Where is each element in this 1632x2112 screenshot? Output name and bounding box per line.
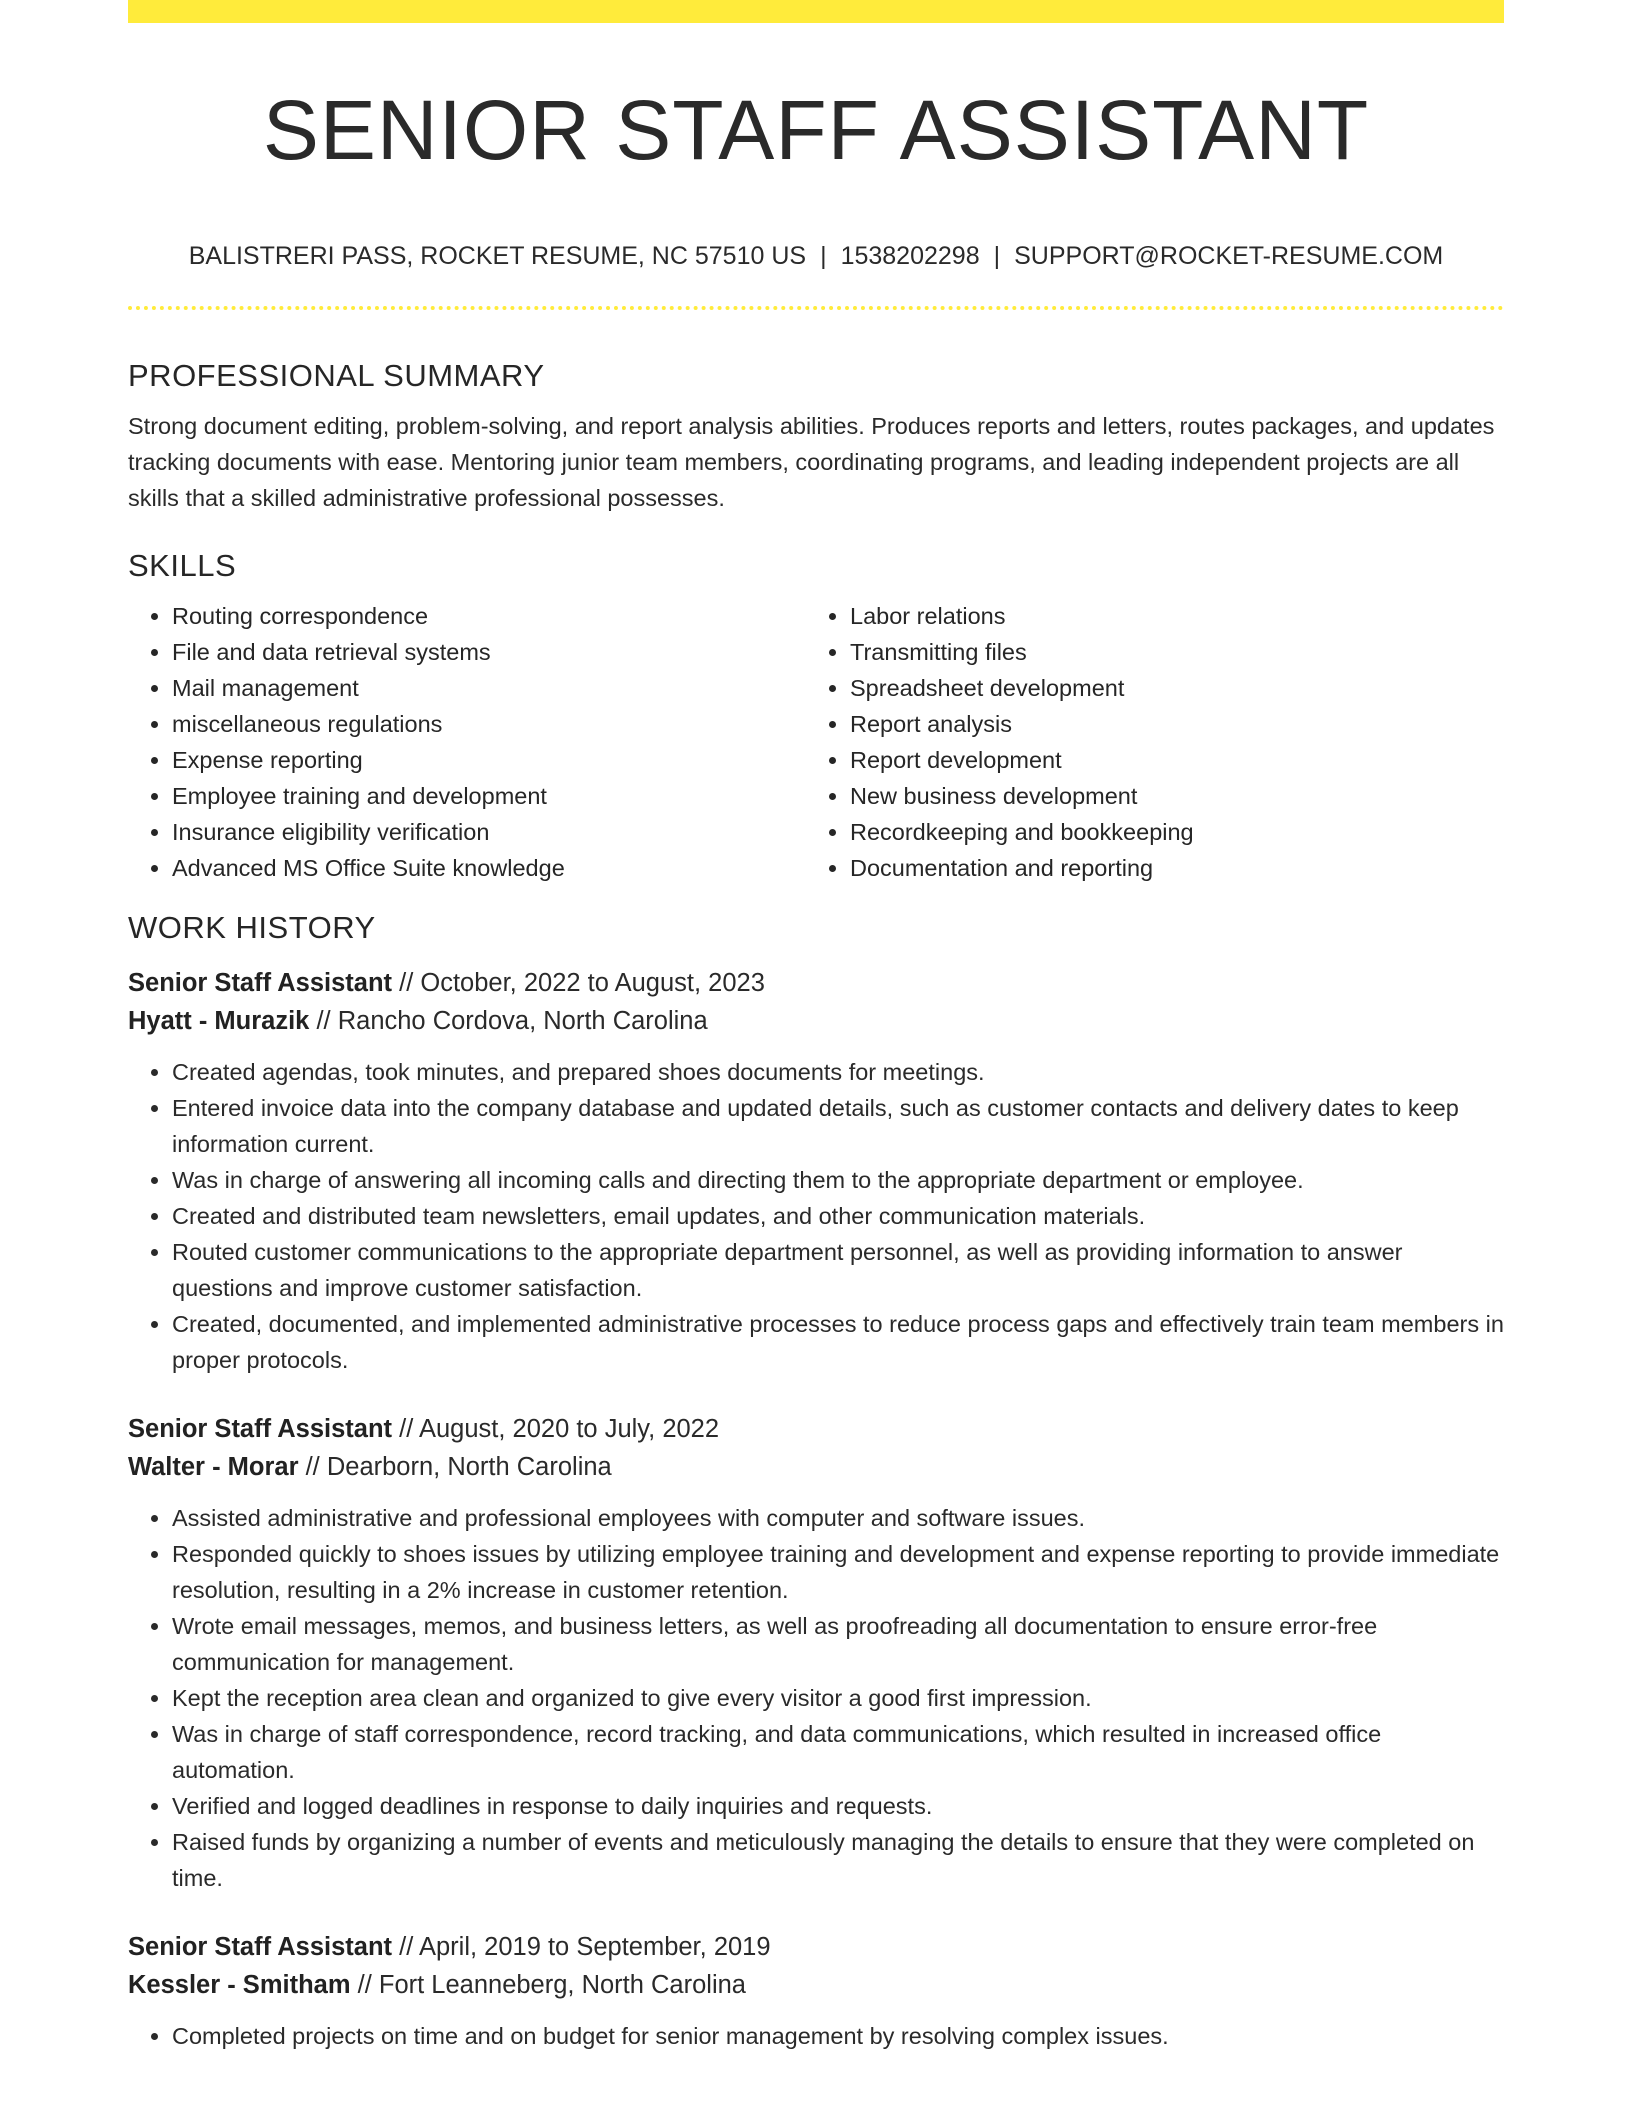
job-bullet: • Assisted administrative and professional employees with computer and software issues. <box>172 1500 1504 1536</box>
resume-content <box>128 348 1504 2054</box>
job-entry <box>128 964 1504 1378</box>
job-bullet: • Created agendas, took minutes, and prepared shoes documents for meetings. <box>172 1054 1504 1090</box>
job-title: Senior Staff Assistant <box>128 969 393 997</box>
skill-item: • Mail management <box>172 670 806 706</box>
job-company-line <box>128 1002 1504 1040</box>
skill-item: • Recordkeeping and bookkeeping <box>850 814 1484 850</box>
accent-top-bar <box>128 0 1504 23</box>
job-title-line <box>128 1928 1504 1966</box>
job-bullet: • Was in charge of answering all incoming calls and directing them to the appropriate department or employee. <box>172 1162 1504 1198</box>
summary-text: Strong document editing, problem-solving, and report analysis abilities. Produces reports and letters, routes packages, and updates tracking documents with ease. Mentoring junior team members, coordinating programs, and leading independent projects are all skills that a skilled administrative professional possesses. <box>128 413 1495 511</box>
job-dates: // April, 2019 to September, 2019 <box>399 1933 771 1961</box>
job-title-line <box>128 1410 1504 1448</box>
job-company-line <box>128 1448 1504 1486</box>
job-entry <box>128 1928 1504 2054</box>
skill-item: • Employee training and development <box>172 778 806 814</box>
job-bullet: • Was in charge of staff correspondence, record tracking, and data communications, which resulted in increased office automation. <box>172 1716 1504 1788</box>
job-company: Hyatt - Murazik <box>128 1007 310 1035</box>
job-bullet: • Created, documented, and implemented administrative processes to reduce process gaps and effectively train team members in proper protocols. <box>172 1306 1504 1378</box>
job-bullet: • Verified and logged deadlines in response to daily inquiries and requests. <box>172 1788 1504 1824</box>
contact-separator: | <box>993 242 1001 270</box>
skill-item: • Documentation and reporting <box>850 850 1484 886</box>
skills-title: SKILLS <box>128 548 237 583</box>
job-bullet: • Kept the reception area clean and organized to give every visitor a good first impression. <box>172 1680 1504 1716</box>
job-bullet: • Raised funds by organizing a number of events and meticulously managing the details to ensure that they were completed on time. <box>172 1824 1504 1896</box>
contact-address: BALISTRERI PASS, ROCKET RESUME, NC 57510 US <box>188 242 807 270</box>
job-bullet: • Completed projects on time and on budget for senior management by resolving complex issues. <box>172 2018 1504 2054</box>
contact-phone: 1538202298 <box>840 242 980 270</box>
job-bullets <box>128 1500 1504 1896</box>
skill-item: • Routing correspondence <box>172 598 806 634</box>
job-company: Kessler - Smitham <box>128 1971 351 1999</box>
contact-separator: | <box>820 242 827 270</box>
job-company: Walter - Morar <box>128 1453 299 1481</box>
job-bullet: • Created and distributed team newsletters, email updates, and other communication materials. <box>172 1198 1504 1234</box>
job-bullet: • Entered invoice data into the company database and updated details, such as customer contacts and delivery dates to keep information current. <box>172 1090 1504 1162</box>
job-entry <box>128 1410 1504 1896</box>
job-bullets <box>128 2018 1504 2054</box>
skill-item: • Expense reporting <box>172 742 806 778</box>
skill-item: • Labor relations <box>850 598 1484 634</box>
skill-item: • Spreadsheet development <box>850 670 1484 706</box>
job-title: Senior Staff Assistant <box>128 1415 393 1443</box>
job-title: Senior Staff Assistant <box>128 1933 393 1961</box>
job-dates: // August, 2020 to July, 2022 <box>399 1415 720 1443</box>
dotted-divider <box>128 306 1504 310</box>
job-bullet: • Responded quickly to shoes issues by utilizing employee training and development and expense reporting to provide immediate resolution, resulting in a 2% increase in customer retention. <box>172 1536 1504 1608</box>
contact-line <box>128 236 1504 276</box>
job-title-line <box>128 964 1504 1002</box>
job-location: // Dearborn, North Carolina <box>305 1453 612 1481</box>
skill-item: • Report analysis <box>850 706 1484 742</box>
job-location: // Fort Leanneberg, North Carolina <box>357 1971 746 1999</box>
job-location: // Rancho Cordova, North Carolina <box>316 1007 708 1035</box>
resume-name: SENIOR STAFF ASSISTANT <box>262 83 1370 177</box>
work-history-list <box>128 964 1504 2054</box>
job-bullet: • Wrote email messages, memos, and business letters, as well as proofreading all documentation to ensure error-free communication for management. <box>172 1608 1504 1680</box>
skill-item: • New business development <box>850 778 1484 814</box>
job-bullets <box>128 1054 1504 1378</box>
skill-item: • miscellaneous regulations <box>172 706 806 742</box>
skill-item: • Insurance eligibility verification <box>172 814 806 850</box>
skill-item: • Transmitting files <box>850 634 1484 670</box>
summary-title: PROFESSIONAL SUMMARY <box>128 358 545 393</box>
skills-list-left <box>128 598 806 886</box>
skills-columns <box>128 598 1504 886</box>
job-dates: // October, 2022 to August, 2023 <box>399 969 765 997</box>
skill-item: • File and data retrieval systems <box>172 634 806 670</box>
contact-email: SUPPORT@ROCKET-RESUME.COM <box>1014 242 1444 270</box>
skill-item: • Advanced MS Office Suite knowledge <box>172 850 806 886</box>
job-bullet: • Routed customer communications to the appropriate department personnel, as well as providing information to answer questions and improve customer satisfaction. <box>172 1234 1504 1306</box>
skill-item: • Report development <box>850 742 1484 778</box>
skills-list-right <box>806 598 1484 886</box>
work-history-title: WORK HISTORY <box>128 910 376 945</box>
job-company-line <box>128 1966 1504 2004</box>
resume-page <box>128 0 1504 2112</box>
